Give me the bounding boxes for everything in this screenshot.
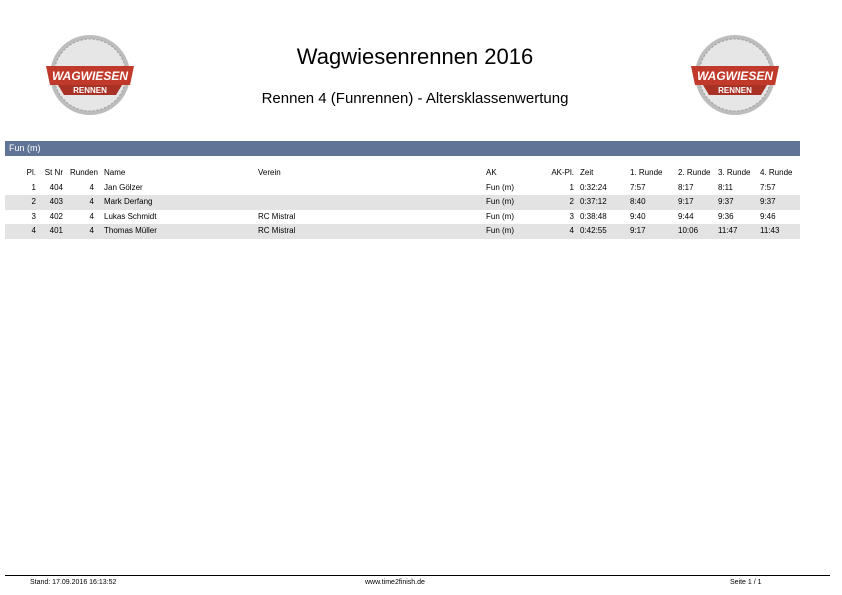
table-row <box>5 181 800 196</box>
col-header-lap2: 2. Runde <box>678 168 711 177</box>
cell-age-class-place: 3 <box>569 211 574 221</box>
cell-lap2: 9:17 <box>678 197 694 206</box>
cell-age-class-place: 1 <box>569 182 574 192</box>
cell-age-class: Fun (m) <box>486 211 514 221</box>
page-title: Wagwiesenrennen 2016 <box>296 44 534 69</box>
cell-club <box>258 181 486 196</box>
cell-club: RC Mistral <box>258 226 296 235</box>
cell-lap3: 9:36 <box>718 211 734 221</box>
col-header-club: Verein <box>258 168 281 177</box>
logo-text-top: WAGWIESEN <box>696 69 774 83</box>
col-header-age-class-place: AK-Pl. <box>551 168 574 177</box>
col-header-time: Zeit <box>580 168 594 177</box>
cell-name: Mark Derfang <box>104 197 153 206</box>
logo-text-bottom: RENNEN <box>718 86 752 95</box>
table-row <box>5 224 800 239</box>
cell-club <box>258 195 486 210</box>
col-header-age-class: AK <box>486 168 497 177</box>
logo-text-top: WAGWIESEN <box>51 69 129 83</box>
cell-age-class-place: 4 <box>569 226 574 235</box>
cell-start-number: 403 <box>49 197 63 206</box>
table-row <box>5 210 800 225</box>
cell-lap4: 9:37 <box>760 197 776 206</box>
footer-page-number: Seite 1 / 1 <box>730 579 762 586</box>
cell-lap4: 11:43 <box>760 226 780 235</box>
cell-lap3: 11:47 <box>718 226 738 235</box>
cell-laps: 4 <box>89 211 94 221</box>
cell-time: 0:38:48 <box>580 211 607 221</box>
logo-text-bottom: RENNEN <box>73 86 107 95</box>
cell-lap2: 8:17 <box>678 182 694 192</box>
cell-name: Lukas Schmidt <box>104 211 157 221</box>
col-header-lap3: 3. Runde <box>718 168 751 177</box>
footer-divider <box>5 575 830 576</box>
cell-lap3: 8:11 <box>718 182 733 192</box>
cell-time: 0:37:12 <box>580 197 607 206</box>
cell-lap2: 9:44 <box>678 211 694 221</box>
cell-name: Thomas Müller <box>104 226 157 235</box>
cell-age-class: Fun (m) <box>486 226 514 235</box>
cell-place: 2 <box>31 197 36 206</box>
footer-website: www.time2finish.de <box>365 579 425 586</box>
cell-age-class: Fun (m) <box>486 182 514 192</box>
col-header-lap4: 4. Runde <box>760 168 793 177</box>
cell-laps: 4 <box>89 182 94 192</box>
cell-age-class-place: 2 <box>569 197 574 206</box>
cell-place: 1 <box>31 182 36 192</box>
table-header-row <box>5 166 800 181</box>
col-header-place: Pl. <box>26 168 36 177</box>
cell-lap4: 7:57 <box>760 182 776 192</box>
cell-place: 3 <box>31 211 36 221</box>
cell-lap2: 10:06 <box>678 226 699 235</box>
col-header-lap1: 1. Runde <box>630 168 663 177</box>
cell-lap3: 9:37 <box>718 197 734 206</box>
cell-place: 4 <box>31 226 36 235</box>
cell-lap4: 9:46 <box>760 211 776 221</box>
cell-lap1: 9:17 <box>630 226 646 235</box>
page-subtitle: Rennen 4 (Funrennen) - Altersklassenwertung <box>261 90 569 107</box>
results-table <box>5 166 800 239</box>
table-row <box>5 195 800 210</box>
cell-time: 0:32:24 <box>580 182 607 192</box>
cell-age-class: Fun (m) <box>486 197 514 206</box>
cell-lap1: 9:40 <box>630 211 646 221</box>
col-header-laps: Runden <box>69 168 98 177</box>
cell-lap1: 8:40 <box>630 197 646 206</box>
cell-lap1: 7:57 <box>630 182 646 192</box>
cell-start-number: 401 <box>49 226 63 235</box>
col-header-start-number: St Nr <box>44 168 63 177</box>
category-label: Fun (m) <box>9 143 41 153</box>
cell-club: RC Mistral <box>258 211 296 221</box>
footer-timestamp: Stand: 17.09.2016 16:13:52 <box>30 579 117 586</box>
cell-name: Jan Gölzer <box>104 182 143 192</box>
cell-start-number: 402 <box>49 211 63 221</box>
cell-start-number: 404 <box>49 182 63 192</box>
cell-laps: 4 <box>89 197 94 206</box>
cell-time: 0:42:55 <box>580 226 607 235</box>
category-header <box>5 141 800 156</box>
cell-laps: 4 <box>89 226 94 235</box>
col-header-name: Name <box>104 168 126 177</box>
